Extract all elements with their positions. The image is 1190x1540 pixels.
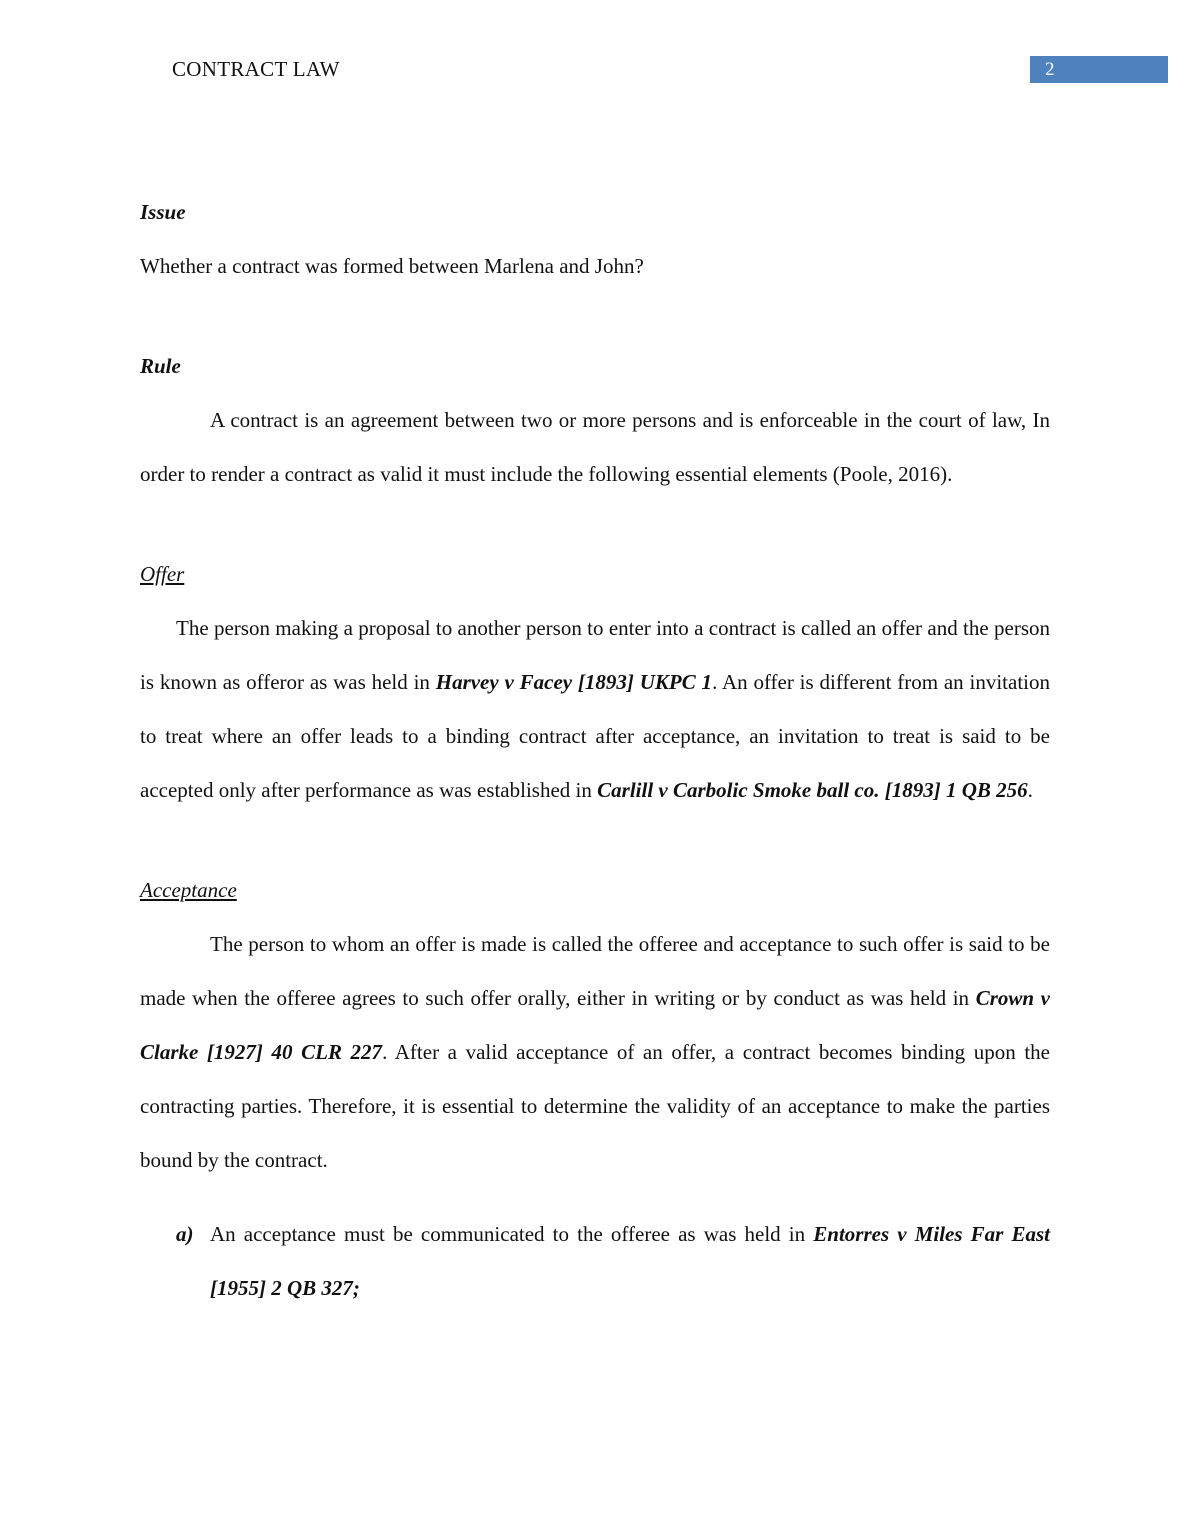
list-item-text: An acceptance must be communicated to the offeree as was held in Entorres v Miles Far East [1955] 2 QB 327; [210,1222,1050,1300]
list-item-a [140,1207,1050,1315]
list-item-marker: a) [176,1222,194,1246]
paragraph-issue: Whether a contract was formed between Marlena and John? [140,254,644,278]
paragraph-offer: The person making a proposal to another person to enter into a contract is called an offer and the person is known as offeror as was held in Harvey v Facey [1893] UKPC 1. An offer is different from an invitation to treat where an offer leads to a binding contract after acceptance, an invitation to treat is said to be accepted only after performance as was established in Carlill v Carbolic Smoke ball co. [1893] 1 QB 256. [140,616,1050,802]
page-number-bar [1030,56,1168,83]
page-number: 2 [1045,58,1055,80]
page-header [0,0,1190,83]
running-header-title: CONTRACT LAW [172,57,340,81]
heading-issue: Issue [140,200,186,224]
heading-acceptance: Acceptance [140,878,237,902]
heading-rule: Rule [140,354,181,378]
paragraph-acceptance: The person to whom an offer is made is called the offeree and acceptance to such offer is said to be made when the offeree agrees to such offer orally, either in writing or by conduct as was held in Crown v Clarke [1927] 40 CLR 227. After a valid acceptance of an offer, a contract becomes binding upon the contracting parties. Therefore, it is essential to determine the validity of an acceptance to make the parties bound by the contract. [140,932,1051,1172]
document-body [0,83,1190,1315]
heading-offer: Offer [140,562,185,586]
paragraph-rule: A contract is an agreement between two or more persons and is enforceable in the court of law, In order to render a contract as valid it must include the following essential elements (Poole, 2016). [140,408,1050,486]
